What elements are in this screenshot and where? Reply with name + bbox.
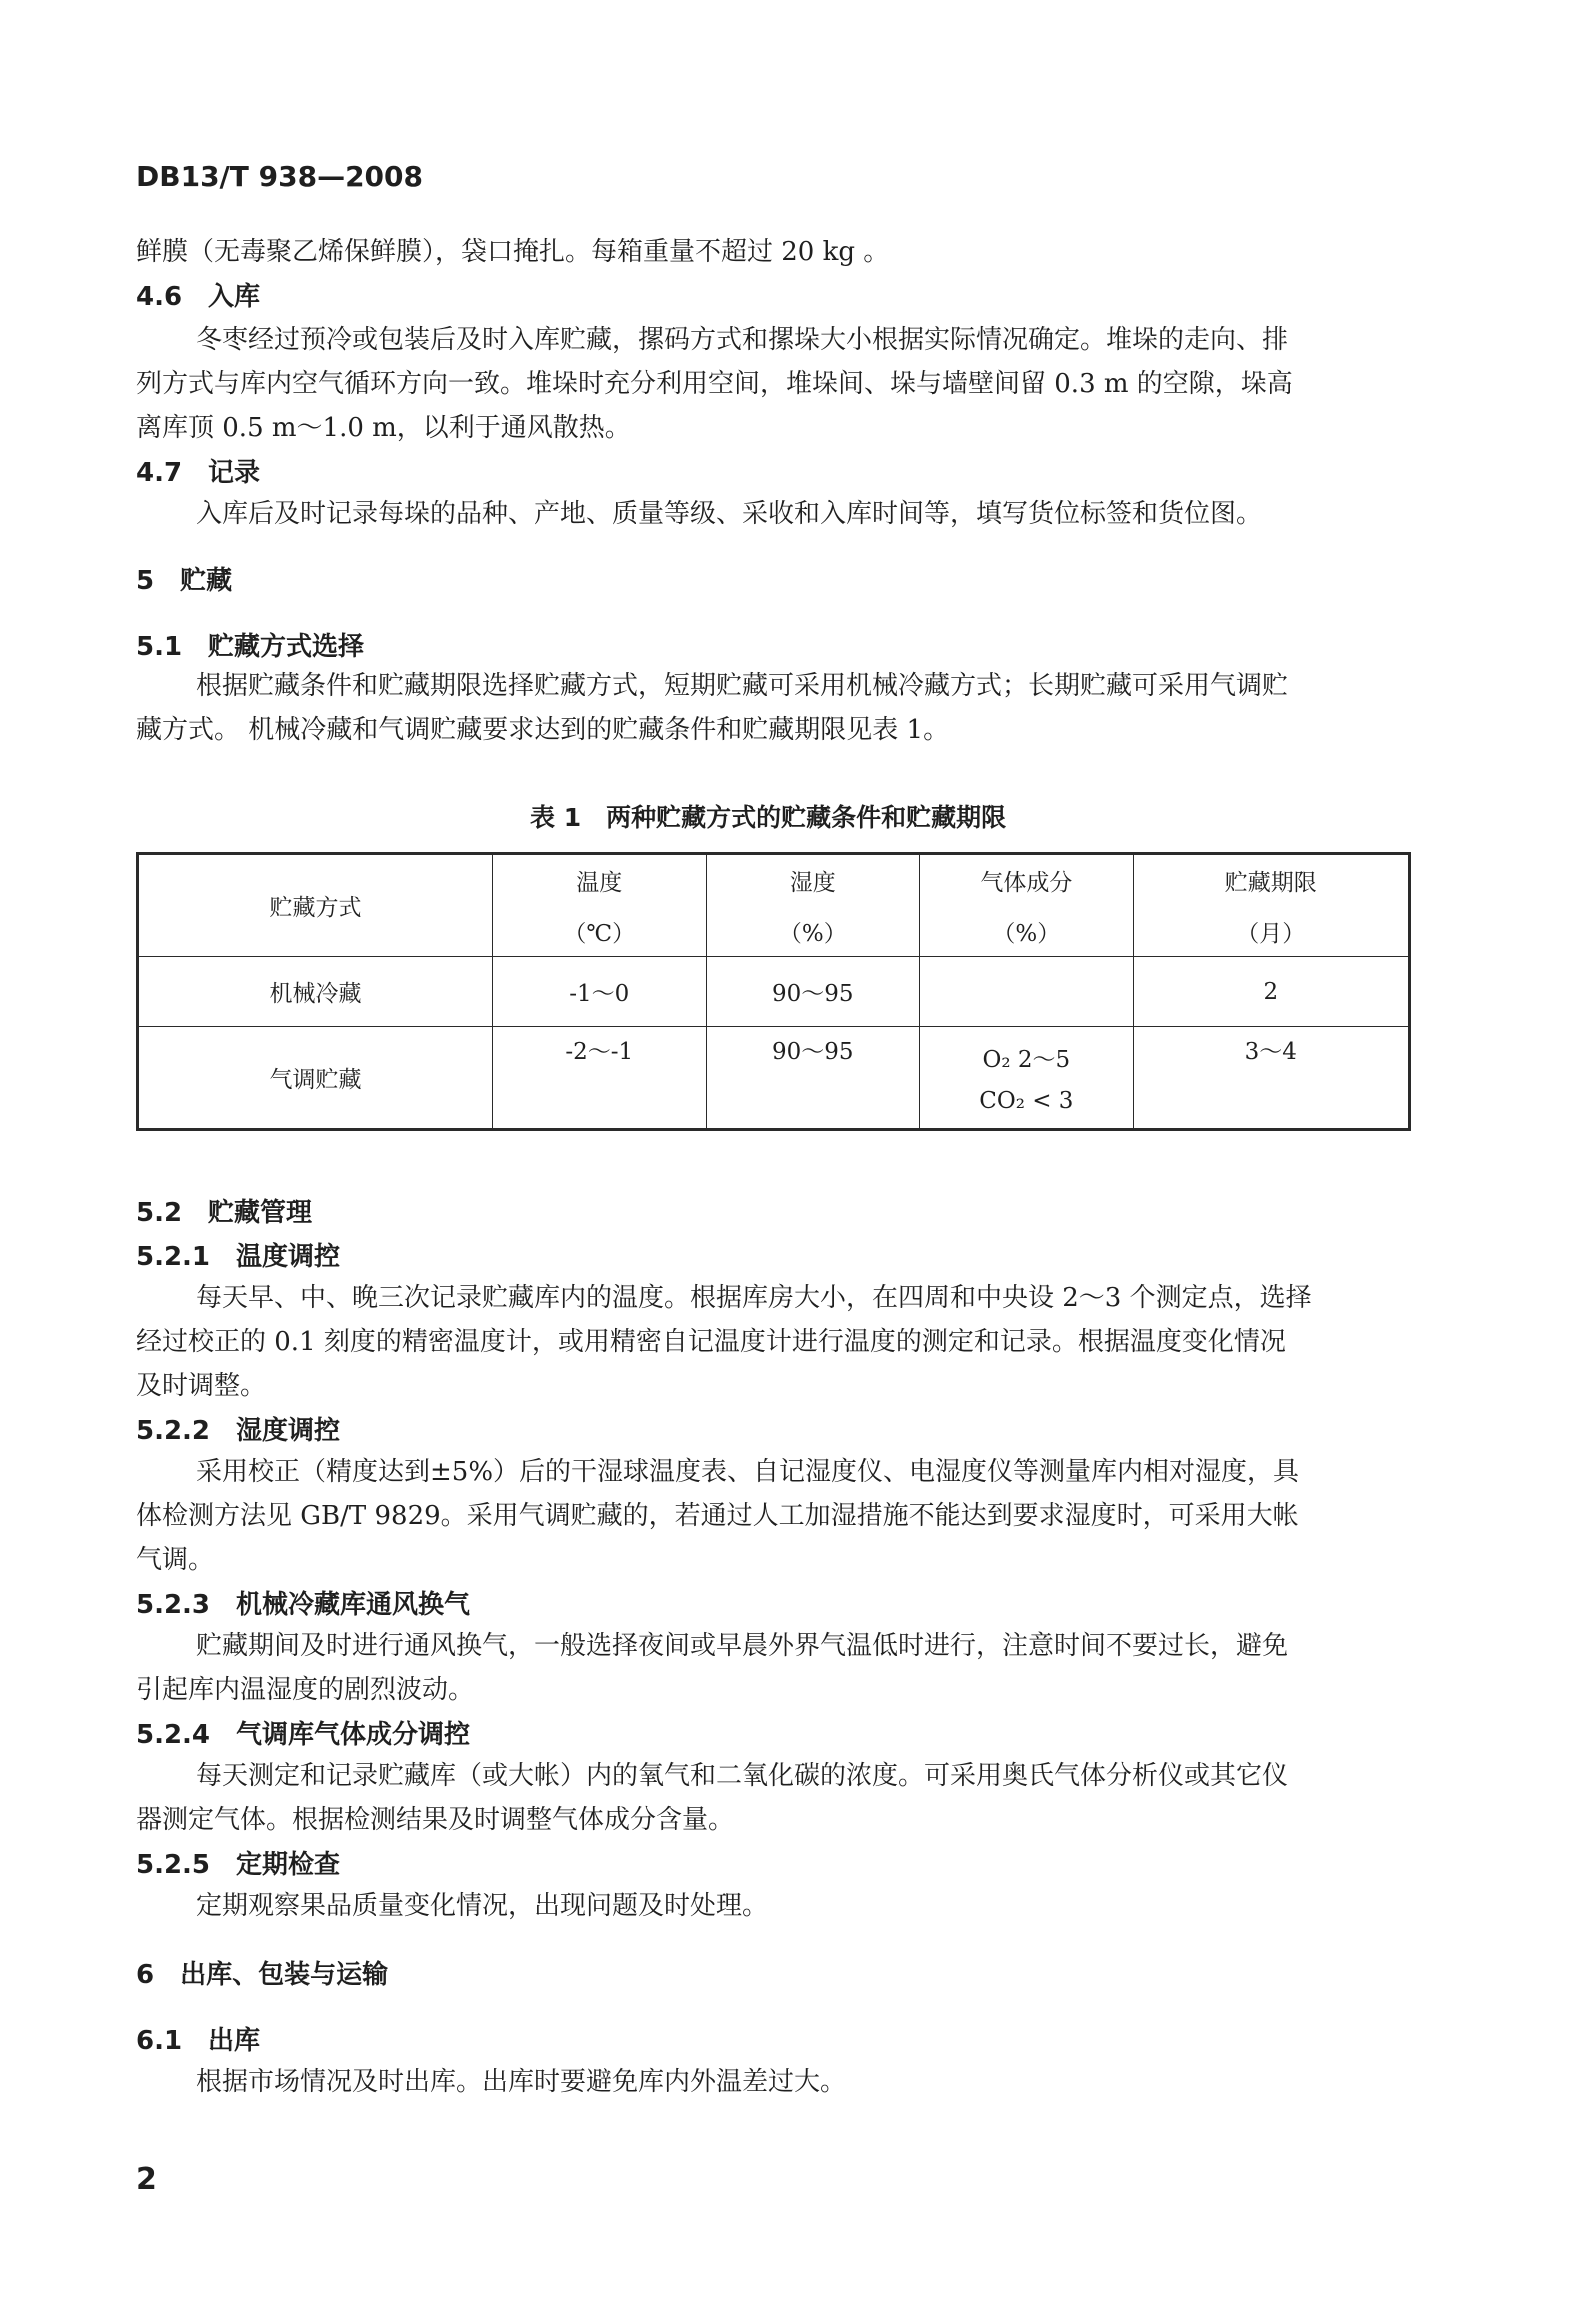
paragraph-5-2-4-line-2: 器测定气体。根据检测结果及时调整气体成分含量。 bbox=[136, 1805, 735, 1835]
paragraph-continuation: 鲜膜（无毒聚乙烯保鲜膜），袋口掩扎。每箱重量不超过 20 kg 。 bbox=[136, 237, 890, 267]
section-5-2-4-heading: 5.2.4 气调库气体成分调控 bbox=[136, 1720, 471, 1750]
header-gas: 气体成分 （%） bbox=[920, 854, 1134, 957]
cell-method: 气调贮藏 bbox=[138, 1027, 493, 1130]
cell-method: 机械冷藏 bbox=[138, 957, 493, 1027]
section-5-2-3-heading: 5.2.3 机械冷藏库通风换气 bbox=[136, 1590, 471, 1620]
page-number: 2 bbox=[136, 2162, 157, 2197]
cell-temperature: -1～0 bbox=[492, 957, 706, 1027]
table-caption: 表 1 两种贮藏方式的贮藏条件和贮藏期限 bbox=[530, 803, 1007, 832]
section-5-2-2-heading: 5.2.2 湿度调控 bbox=[136, 1416, 341, 1446]
paragraph-5-2-1-line-1: 每天早、中、晚三次记录贮藏库内的温度。根据库房大小，在四周和中央设 2～3 个测定点，选择 bbox=[196, 1283, 1312, 1313]
document-id-header: DB13/T 938—2008 bbox=[136, 160, 423, 193]
section-5-2-1-heading: 5.2.1 温度调控 bbox=[136, 1242, 341, 1272]
paragraph-5-2-1-line-2: 经过校正的 0.1 刻度的精密温度计，或用精密自记温度计进行温度的测定和记录。根据温度变化情况 bbox=[136, 1327, 1286, 1357]
cell-humidity: 90～95 bbox=[706, 957, 920, 1027]
paragraph-5-2-2-line-1: 采用校正（精度达到±5%）后的干湿球温度表、自记湿度仪、电湿度仪等测量库内相对湿度，具 bbox=[196, 1457, 1300, 1487]
paragraph-4-6-line-3: 离库顶 0.5 m～1.0 m，以利于通风散热。 bbox=[136, 413, 631, 443]
section-5-1-heading: 5.1 贮藏方式选择 bbox=[136, 632, 365, 662]
paragraph-5-2-2-line-2: 体检测方法见 GB/T 9829。采用气调贮藏的，若通过人工加湿措施不能达到要求湿度时，可采用大帐 bbox=[136, 1501, 1299, 1531]
section-5-2-5-heading: 5.2.5 定期检查 bbox=[136, 1850, 341, 1880]
section-4-7-heading: 4.7 记录 bbox=[136, 458, 261, 488]
cell-humidity: 90～95 bbox=[706, 1027, 920, 1130]
section-5-heading: 5 贮藏 bbox=[136, 566, 233, 596]
header-period: 贮藏期限 （月） bbox=[1133, 854, 1409, 957]
paragraph-5-2-4-line-1: 每天测定和记录贮藏库（或大帐）内的氧气和二氧化碳的浓度。可采用奥氏气体分析仪或其它仪 bbox=[196, 1761, 1289, 1791]
paragraph-5-2-2-line-3: 气调。 bbox=[136, 1545, 215, 1575]
paragraph-5-2-3-line-1: 贮藏期间及时进行通风换气，一般选择夜间或早晨外界气温低时进行，注意时间不要过长，避免 bbox=[196, 1631, 1289, 1661]
paragraph-5-1-line-2: 藏方式。 机械冷藏和气调贮藏要求达到的贮藏条件和贮藏期限见表 1。 bbox=[136, 715, 950, 745]
cell-period: 2 bbox=[1133, 957, 1409, 1027]
storage-conditions-table-wrap bbox=[136, 852, 1411, 1128]
cell-gas: O₂ 2～5 CO₂ < 3 bbox=[920, 1027, 1134, 1130]
table-header-row bbox=[138, 854, 1410, 957]
cell-gas bbox=[920, 957, 1134, 1027]
header-method: 贮藏方式 bbox=[138, 854, 493, 957]
table-row bbox=[138, 957, 1410, 1027]
section-4-6-heading: 4.6 入库 bbox=[136, 282, 261, 312]
section-5-2-heading: 5.2 贮藏管理 bbox=[136, 1198, 313, 1228]
paragraph-4-6-line-1: 冬枣经过预冷或包装后及时入库贮藏，摞码方式和摞垛大小根据实际情况确定。堆垛的走向、排 bbox=[196, 325, 1289, 355]
cell-period: 3～4 bbox=[1133, 1027, 1409, 1130]
section-6-1-heading: 6.1 出库 bbox=[136, 2026, 261, 2056]
section-6-heading: 6 出库、包装与运输 bbox=[136, 1960, 389, 1990]
paragraph-5-2-5: 定期观察果品质量变化情况，出现问题及时处理。 bbox=[196, 1891, 769, 1921]
paragraph-4-7: 入库后及时记录每垛的品种、产地、质量等级、采收和入库时间等，填写货位标签和货位图。 bbox=[196, 499, 1263, 529]
paragraph-5-2-3-line-2: 引起库内温湿度的剧烈波动。 bbox=[136, 1675, 475, 1705]
paragraph-5-1-line-1: 根据贮藏条件和贮藏期限选择贮藏方式，短期贮藏可采用机械冷藏方式；长期贮藏可采用气调贮 bbox=[196, 671, 1289, 701]
cell-temperature: -2～-1 bbox=[492, 1027, 706, 1130]
table-row bbox=[138, 1027, 1410, 1130]
storage-conditions-table bbox=[136, 852, 1411, 1131]
paragraph-6-1: 根据市场情况及时出库。出库时要避免库内外温差过大。 bbox=[196, 2067, 847, 2097]
header-humidity: 湿度 （%） bbox=[706, 854, 920, 957]
paragraph-4-6-line-2: 列方式与库内空气循环方向一致。堆垛时充分利用空间，堆垛间、垛与墙壁间留 0.3 m 的空隙，垛高 bbox=[136, 369, 1293, 399]
paragraph-5-2-1-line-3: 及时调整。 bbox=[136, 1371, 267, 1401]
header-temperature: 温度 （℃） bbox=[492, 854, 706, 957]
